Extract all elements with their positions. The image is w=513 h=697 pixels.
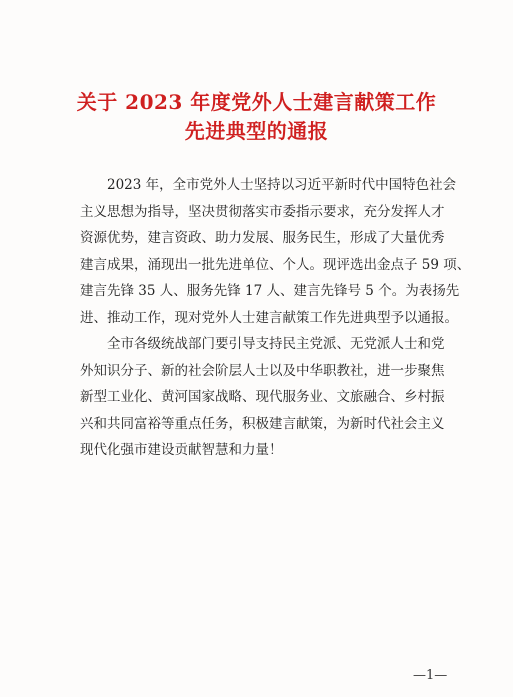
paragraph-line: 兴和共同富裕等重点任务，积极建言献策，为新时代社会主义 (80, 415, 445, 432)
paragraph-line: 进、推动工作，现对党外人士建言献策工作先进典型予以通报。 (80, 309, 458, 326)
paragraph-line: 外知识分子、新的社会阶层人士以及中华职教社，进一步聚焦 (80, 362, 445, 379)
paragraph-1 (80, 172, 471, 331)
paragraph-line: 资源优势，建言资政、助力发展、服务民生，形成了大量优秀 (80, 230, 445, 246)
paragraph-2 (80, 331, 445, 464)
paragraph-line: 主义思想为指导，坚决贯彻落实市委指示要求，充分发挥人才 (80, 203, 445, 220)
document-body (80, 172, 471, 464)
paragraph-line: 建言先锋 35 人、服务先锋 17 人、建言先锋号 5 个。为表扬先 (80, 283, 460, 299)
document-title (0, 88, 513, 146)
title-line-2: 先进典型的通报 (184, 119, 329, 143)
paragraph-line: 新型工业化、黄河国家战略、现代服务业、文旅融合、乡村振 (80, 389, 445, 405)
page-number: —1— (413, 668, 448, 683)
paragraph-line: 建言成果，涌现出一批先进单位、个人。现评选出金点子 59 项、 (80, 256, 471, 273)
paragraph-line: 现代化强市建设贡献智慧和力量！ (80, 442, 283, 458)
paragraph-line: 全市各级统战部门要引导支持民主党派、无党派人士和党 (107, 336, 445, 352)
paragraph-line: 2023 年，全市党外人士坚持以习近平新时代中国特色社会 (107, 177, 457, 193)
title-line-1: 关于 2023 年度党外人士建言献策工作 (76, 90, 437, 114)
